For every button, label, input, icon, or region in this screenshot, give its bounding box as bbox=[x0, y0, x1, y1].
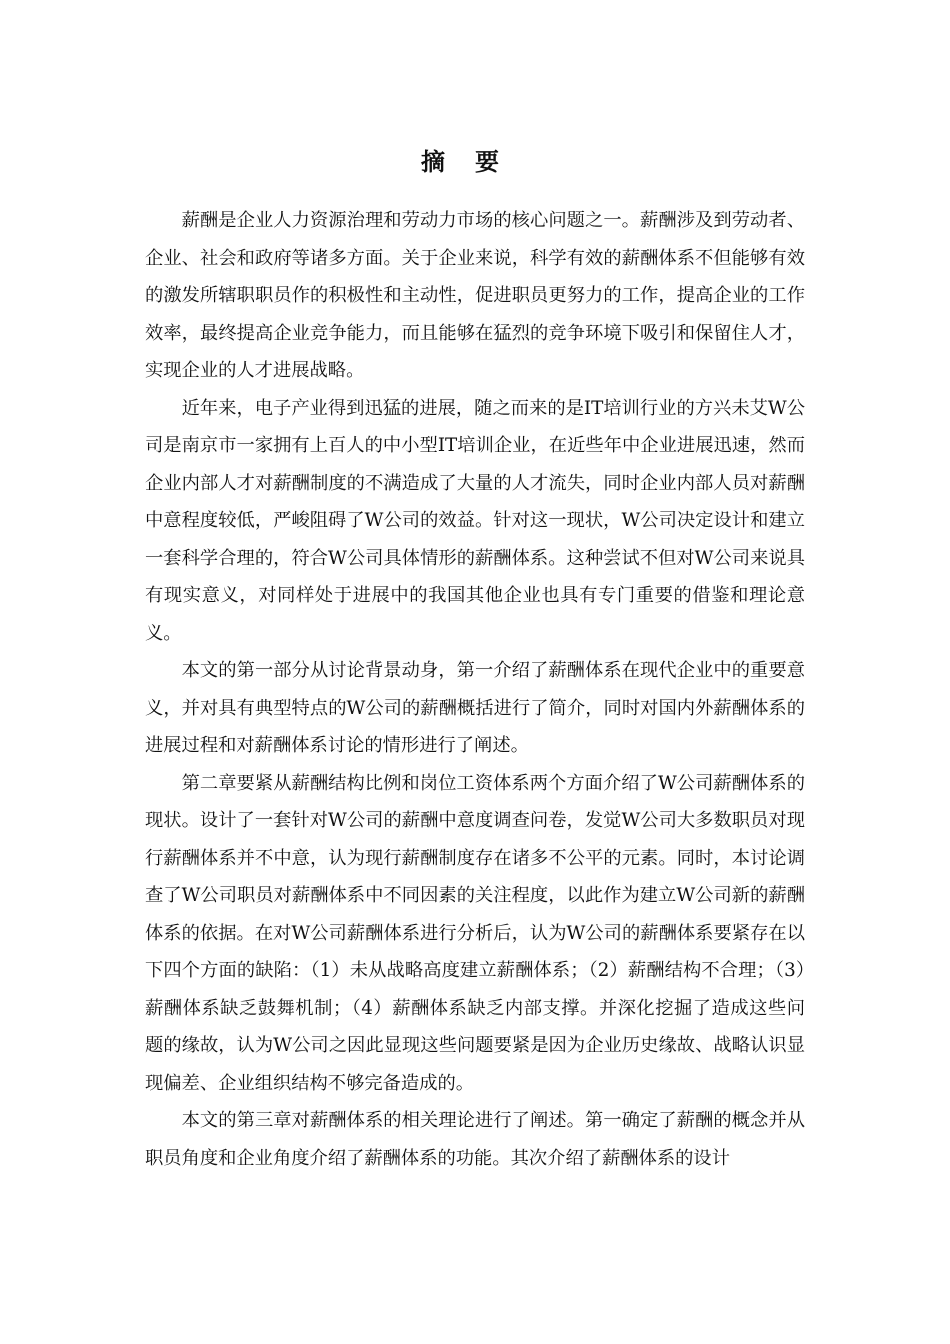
page-title: 摘要 bbox=[421, 148, 529, 176]
paragraph-1: 薪酬是企业人力资源治理和劳动力市场的核心问题之一。薪酬涉及到劳动者、企业、社会和政府等诸多方面。关于企业来说，科学有效的薪酬体系不但能够有效的激发所辖职职员作的积极性和主动性，促进职员更努力的工作，提高企业的工作效率，最终提高企业竞争能力，而且能够在猛烈的竞争环境下吸引和保留住人才，实现企业的人才进展战略。 bbox=[145, 210, 805, 381]
paragraph-5: 本文的第三章对薪酬体系的相关理论进行了阐述。第一确定了薪酬的概念并从职员角度和企业角度介绍了薪酬体系的功能。其次介绍了薪酬体系的设计 bbox=[145, 1110, 805, 1169]
paragraph-3: 本文的第一部分从讨论背景动身，第一介绍了薪酬体系在现代企业中的重要意义，并对具有典型特点的W公司的薪酬概括进行了简介，同时对国内外薪酬体系的进展过程和对薪酬体系讨论的情形进行了阐述。 bbox=[145, 660, 805, 756]
paragraph-4: 第二章要紧从薪酬结构比例和岗位工资体系两个方面介绍了W公司薪酬体系的现状。设计了一套针对W公司的薪酬中意度调查问卷，发觉W公司大多数职员对现行薪酬体系并不中意，认为现行薪酬制度存在诸多不公平的元素。同时，本讨论调查了W公司职员对薪酬体系中不同因素的关注程度，以此作为建立W公司新的薪酬体系的依据。在对W公司薪酬体系进行分析后，认为W公司的薪酬体系要紧存在以下四个方面的缺陷：（1）未从战略高度建立薪酬体系；（2）薪酬结构不合理；（3）薪酬体系缺乏鼓舞机制；（4）薪酬体系缺乏内部支撑。并深化挖掘了造成这些问题的缘故，认为W公司之因此显现这些问题要紧是因为企业历史缘故、战略认识显现偏差、企业组织结构不够完备造成的。 bbox=[145, 772, 805, 1094]
abstract-body bbox=[145, 202, 805, 1177]
paragraph-2: 近年来，电子产业得到迅猛的进展，随之而来的是IT培训行业的方兴未艾W公司是南京市一家拥有上百人的中小型IT培训企业，在近些年中企业进展迅速，然而企业内部人才对薪酬制度的不满造成了大量的人才流失，同时企业内部人员对薪酬中意程度较低，严峻阻碍了W公司的效益。针对这一现状，W公司决定设计和建立一套科学合理的，符合W公司具体情形的薪酬体系。这种尝试不但对W公司来说具有现实意义，对同样处于进展中的我国其他企业也具有专门重要的借鉴和理论意义。 bbox=[145, 397, 805, 644]
